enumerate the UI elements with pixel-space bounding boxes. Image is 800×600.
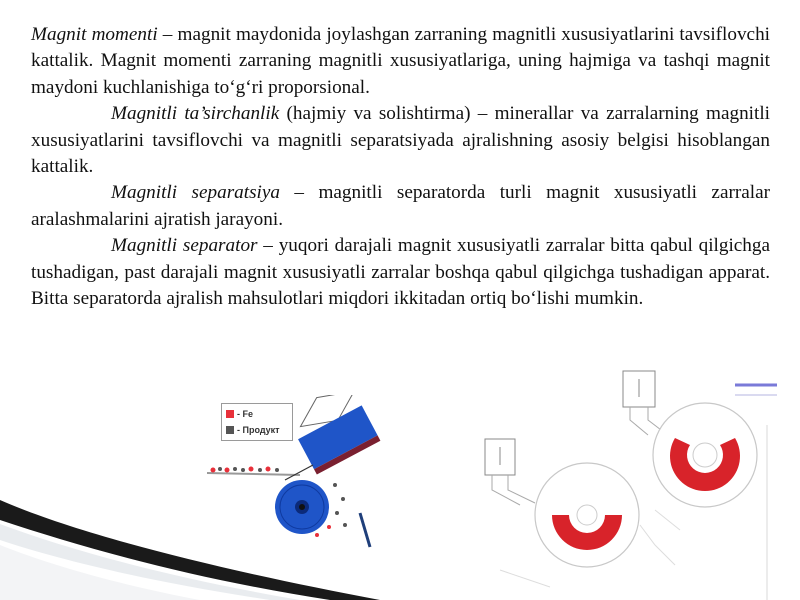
term: Magnitli separator xyxy=(111,235,258,257)
paragraph-magnit-momenti xyxy=(31,22,770,101)
legend-item-product xyxy=(226,424,280,436)
term: Magnitli ta’sirchanlik xyxy=(111,103,280,125)
figure-legend xyxy=(221,403,293,441)
legend-swatch-fe xyxy=(226,410,234,418)
paragraph-magnitli-separatsiya xyxy=(31,180,770,233)
legend-label-fe: - Fe xyxy=(237,409,254,419)
legend-item-fe xyxy=(226,408,253,420)
lower-drum xyxy=(535,463,639,567)
legend-swatch-product xyxy=(226,426,234,434)
term: Magnitli separatsiya xyxy=(111,182,280,204)
magnetic-drum xyxy=(275,480,329,534)
legend-label-product: - Продукт xyxy=(237,425,280,435)
feed-hopper xyxy=(285,395,380,475)
definitions-text xyxy=(31,22,770,312)
paragraph-magnitli-separator xyxy=(31,233,770,312)
paragraph-magnitli-tasirchanlik xyxy=(31,101,770,180)
term: Magnit momenti xyxy=(31,24,158,45)
definition: (hajmiy va solishtirma) – minerallar va zarralarning magnitli xususiyatlarini tavsiflovchi va magnitli separatsiyada ajralishning asosiy belgisi hisoblangan kattalik. xyxy=(31,103,770,178)
upper-drum xyxy=(653,403,757,507)
definition: – magnit maydonida joylashgan zarraning magnitli xususiyatlarini tavsiflovchi kattalik. Magnit momenti zarraning magnitli xususiyatlariga, uning hajmiga va tashqi magnit maydoni kuchlanishiga to‘g‘ri proporsional. xyxy=(31,24,770,98)
feed-particles xyxy=(211,467,280,473)
definition: – magnitli separatorda turli magnit xususiyatli zarralar aralashmalarini ajratish jarayoni. xyxy=(31,182,770,230)
two-drum-separator-schematic xyxy=(480,365,780,600)
definition: – yuqori darajali magnit xususiyatli zarralar bitta qabul qilgichga tushadigan, past darajali magnit xususiyatli zarralar boshqa qabul qilgichga tushadigan apparat. Bitta separatorda ajralish mahsulotlari miqdori ikkitadan ortiq bo‘lishi mumkin. xyxy=(31,235,770,310)
